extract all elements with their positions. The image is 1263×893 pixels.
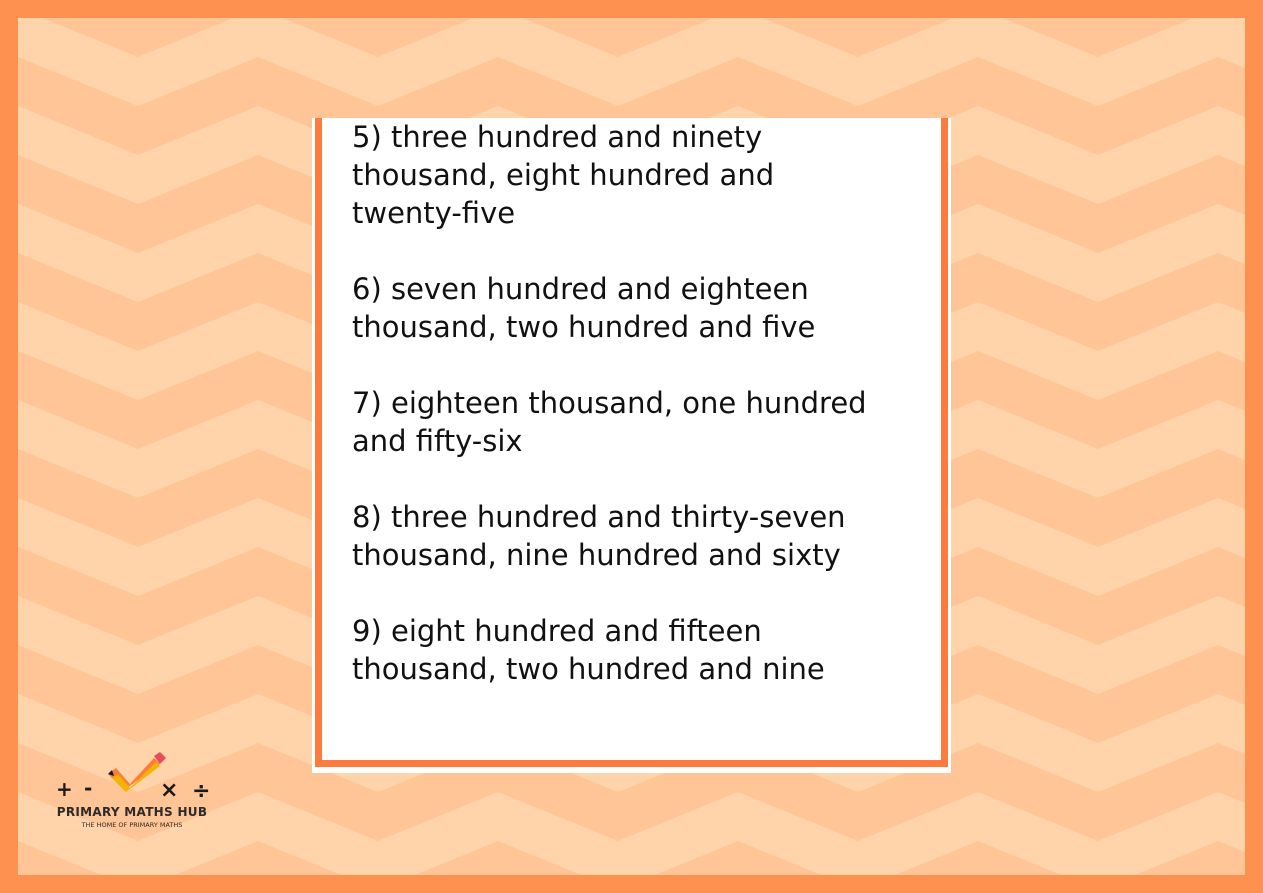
primary-maths-hub-logo [46, 752, 218, 832]
minus-symbol: - [84, 776, 93, 800]
question-8: 8) three hundred and thirty-seven thousand, nine hundred and sixty [352, 500, 846, 572]
divide-symbol: ÷ [192, 779, 211, 804]
question-9: 9) eight hundred and fifteen thousand, two hundred and nine [352, 614, 825, 686]
logo-subtitle: THE HOME OF PRIMARY MATHS [81, 821, 183, 829]
logo-title: PRIMARY MATHS HUB [56, 805, 208, 819]
checkmark-pencil-icon [108, 752, 166, 792]
question-6: 6) seven hundred and eighteen thousand, two hundred and five [352, 272, 816, 344]
plus-symbol: + [56, 777, 73, 801]
logo-icon [46, 752, 218, 804]
worksheet-card [312, 118, 951, 773]
times-symbol: × [160, 778, 179, 803]
question-list [352, 118, 942, 726]
question-5: 5) three hundred and ninety thousand, eight hundred and twenty-five [352, 120, 775, 230]
question-7: 7) eighteen thousand, one hundred and fifty-six [352, 386, 867, 458]
worksheet-frame [315, 118, 948, 767]
